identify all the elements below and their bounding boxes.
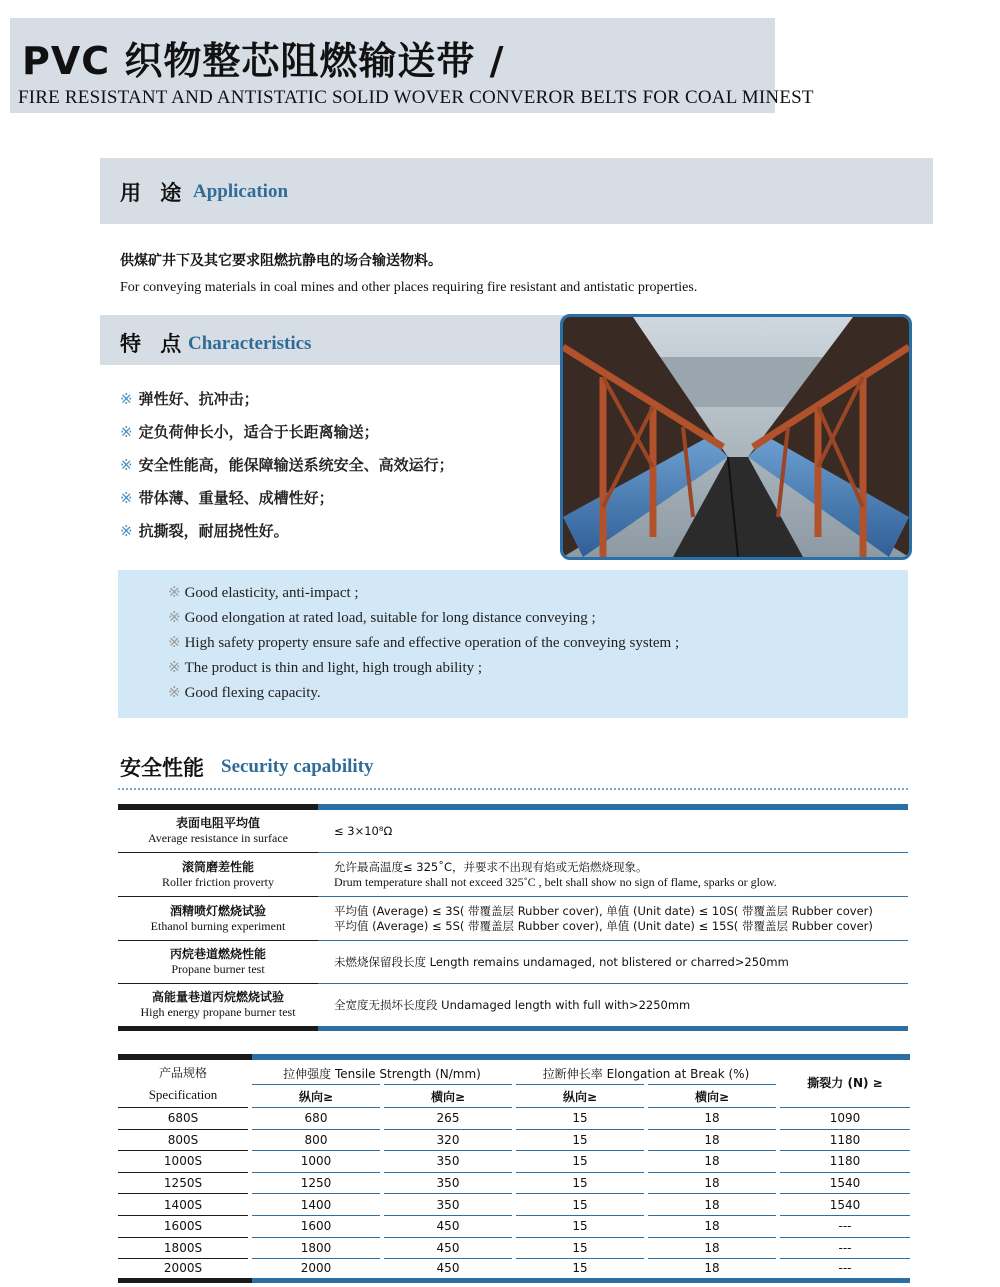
list-item: ※ 安全性能高，能保障输送系统安全、高效运行； xyxy=(120,456,454,474)
spec-header: 产品规格 Specification xyxy=(118,1057,250,1108)
list-item: ※ 抗撕裂，耐屈挠性好。 xyxy=(120,522,289,540)
elongation-longitudinal-header: 纵向≥ xyxy=(514,1085,646,1108)
characteristics-list-cn xyxy=(120,388,454,553)
characteristics-heading-en: Characteristics xyxy=(188,333,312,354)
page-subtitle: FIRE RESISTANT AND ANTISTATIC SOLID WOVER CONVEROR BELTS FOR COAL MINEST xyxy=(18,87,814,108)
reference-mark-icon: ※ xyxy=(120,390,133,408)
reference-mark-icon: ※ xyxy=(120,489,133,507)
list-item: ※ Good flexing capacity. xyxy=(168,685,321,701)
table-row: 800S 800 320 15 18 1180 xyxy=(118,1129,910,1151)
application-text-cn: 供煤矿井下及其它要求阻燃抗静电的场合输送物料。 xyxy=(120,253,442,269)
table-row: 1600S 1600 450 15 18 --- xyxy=(118,1215,910,1237)
table-row: 2000S 2000 450 15 18 --- xyxy=(118,1259,910,1281)
table-row: 1250S 1250 350 15 18 1540 xyxy=(118,1172,910,1194)
security-heading-cn: 安全性能 xyxy=(120,756,204,780)
elongation-header: 拉断伸长率 Elongation at Break (%) xyxy=(514,1057,778,1085)
reference-mark-icon: ※ xyxy=(120,522,133,540)
tensile-header: 拉伸强度 Tensile Strength (N/mm) xyxy=(250,1057,514,1085)
application-text-en: For conveying materials in coal mines and other places requiring fire resistant and antistatic properties. xyxy=(120,280,698,295)
table-row: 1800S 1800 450 15 18 --- xyxy=(118,1237,910,1259)
list-item: ※ Good elasticity, anti-impact ; xyxy=(168,585,359,601)
table-row: 丙烷巷道燃烧性能 Propane burner test 未燃烧保留段长度 Length remains undamaged, not blistered or charred>250mm xyxy=(118,941,908,984)
reference-mark-icon: ※ xyxy=(120,423,133,441)
specification-table xyxy=(118,1054,910,1283)
list-item: ※ 弹性好、抗冲击； xyxy=(120,390,259,408)
reference-mark-icon: ※ xyxy=(168,610,181,626)
table-row: 680S 680 265 15 18 1090 xyxy=(118,1108,910,1130)
conveyor-gallery-photo xyxy=(560,314,912,560)
table-row: 1400S 1400 350 15 18 1540 xyxy=(118,1194,910,1216)
security-table xyxy=(118,804,908,1031)
table-bottom-rule xyxy=(118,1026,908,1031)
table-row: 1000S 1000 350 15 18 1180 xyxy=(118,1151,910,1173)
reference-mark-icon: ※ xyxy=(120,456,133,474)
section-divider xyxy=(118,788,908,790)
reference-mark-icon: ※ xyxy=(168,685,181,701)
table-row: 酒精喷灯燃烧试验 Ethanol burning experiment 平均值 (Average) ≤ 3S( 带覆盖层 Rubber cover), 单值 (Unit date) ≤ 10S( 带覆盖层 Rubber cover) 平均值 (Average) ≤ 5S( 带覆盖层 Rubber cover), 单值 (Unit date) ≤ 15S( 带覆盖层 Rubber cover) xyxy=(118,897,908,941)
list-item: ※ High safety property ensure safe and effective operation of the conveying system ; xyxy=(168,635,680,651)
characteristics-heading-cn: 特 点 xyxy=(120,332,188,356)
list-item: ※ Good elongation at rated load, suitable for long distance conveying ; xyxy=(168,610,596,626)
application-heading-en: Application xyxy=(193,181,289,202)
list-item: ※ 带体薄、重量轻、成槽性好； xyxy=(120,489,334,507)
list-item: ※ 定负荷伸长小，适合于长距离输送； xyxy=(120,423,379,441)
reference-mark-icon: ※ xyxy=(168,660,181,676)
table-row: 表面电阻平均值 Average resistance in surface ≤ 3×10⁸Ω xyxy=(118,810,908,853)
characteristics-list-en xyxy=(168,583,679,708)
elongation-transverse-header: 横向≥ xyxy=(646,1085,778,1108)
table-row: 滚筒磨差性能 Roller friction proverty 允许最高温度≤ 325˚C，并要求不出现有焰或无焰燃烧现象。 Drum temperature shall not exceed 325˚C , belt shall show no sign of flame, sparks or glow. xyxy=(118,853,908,897)
page-title: PVC 织物整芯阻燃输送带 / xyxy=(22,39,505,83)
security-heading-en: Security capability xyxy=(221,756,374,777)
tensile-transverse-header: 横向≥ xyxy=(382,1085,514,1108)
tensile-longitudinal-header: 纵向≥ xyxy=(250,1085,382,1108)
list-item: ※ The product is thin and light, high trough ability ; xyxy=(168,660,483,676)
table-row: 高能量巷道丙烷燃烧试验 High energy propane burner test 全宽度无损坏长度段 Undamaged length with full with>2250mm xyxy=(140,990,691,1019)
reference-mark-icon: ※ xyxy=(168,635,181,651)
reference-mark-icon: ※ xyxy=(168,585,181,601)
application-heading-cn: 用 途 xyxy=(120,181,188,205)
tear-header: 撕裂力 (N) ≥ xyxy=(778,1057,910,1108)
